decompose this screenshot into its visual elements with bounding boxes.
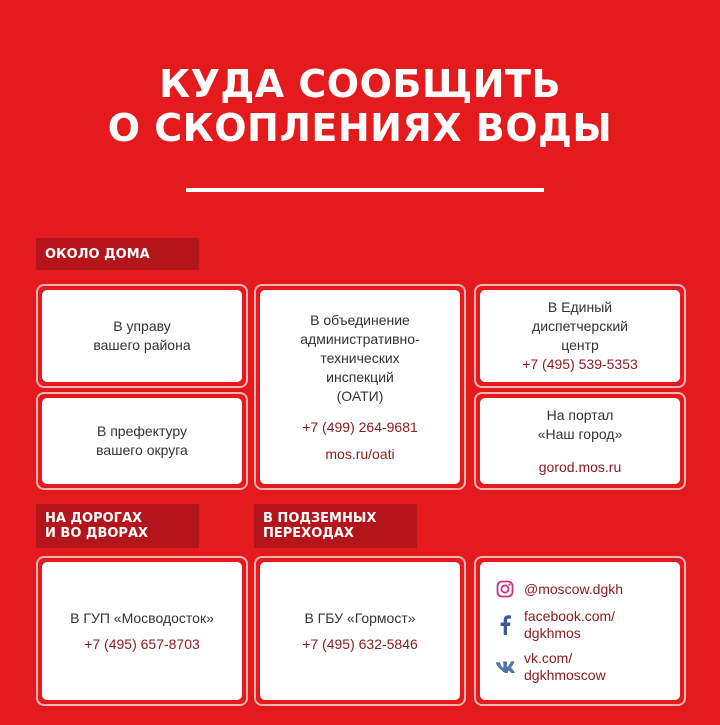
mosvodostok-name: В ГУП «Мосводосток» [70,609,214,626]
section-label-near-home: ОКОЛО ДОМА [36,238,199,270]
card-social [480,562,680,700]
instagram-handle: @moscow.dgkh [524,580,624,597]
uprava-line-2: вашего района [93,337,191,353]
dispatch-line-2: диспетчерский [532,318,628,334]
instagram-icon [494,578,516,600]
roads-label-line-2: И ВО ДВОРАХ [45,526,149,541]
dispatch-phone[interactable]: +7 (495) 539-5353 [522,356,638,372]
facebook-icon [494,614,516,636]
card-mosvodostok [42,562,242,700]
gormost-name: В ГБУ «Гормост» [304,609,416,626]
portal-line-1: На портал [546,406,614,423]
section-label-underpass [254,504,417,548]
vk-line-2: dgkhmoscow [524,667,606,683]
underpass-label-line-2: ПЕРЕХОДАХ [263,526,354,541]
card-portal [480,398,680,484]
portal-link[interactable]: gorod.mos.ru [538,458,622,475]
facebook-line-2: dgkhmos [524,625,581,641]
oati-line-2: административно- [300,330,420,347]
dispatch-line-3: центр [561,337,599,353]
prefecture-line-2: вашего округа [96,442,188,458]
oati-phone[interactable]: +7 (499) 264-9681 [302,418,418,435]
mosvodostok-phone[interactable]: +7 (495) 657-8703 [84,635,200,652]
portal-line-2: «Наш город» [537,425,623,442]
oati-line-3: технических [320,349,400,366]
page-title [0,62,720,150]
card-dispatch [480,290,680,382]
title-line-2: О СКОПЛЕНИЯХ ВОДЫ [107,106,613,150]
oati-line-1: В объединение [310,311,410,328]
oati-line-5: (ОАТИ) [336,387,384,404]
title-line-1: КУДА СООБЩИТЬ [159,62,561,106]
oati-link[interactable]: mos.ru/oati [325,445,395,462]
card-gormost [260,562,460,700]
social-vk[interactable] [494,650,606,684]
card-uprava [42,290,242,382]
dispatch-line-1: В Единый [547,299,613,315]
facebook-line-1: facebook.com/ [524,608,616,624]
gormost-phone[interactable]: +7 (495) 632-5846 [302,635,418,652]
roads-label-line-1: НА ДОРОГАХ [45,511,143,526]
section-label-roads [36,504,199,548]
uprava-line-1: В управу [113,318,171,334]
prefecture-line-1: В префектуру [96,423,187,439]
vk-icon [494,656,516,678]
card-oati [260,290,460,484]
underpass-label-line-1: В ПОДЗЕМНЫХ [263,511,377,526]
social-instagram[interactable] [494,578,623,600]
social-facebook[interactable] [494,608,615,642]
vk-line-1: vk.com/ [524,650,573,666]
title-divider [186,188,544,192]
card-prefecture [42,398,242,484]
oati-line-4: инспекций [326,368,394,385]
